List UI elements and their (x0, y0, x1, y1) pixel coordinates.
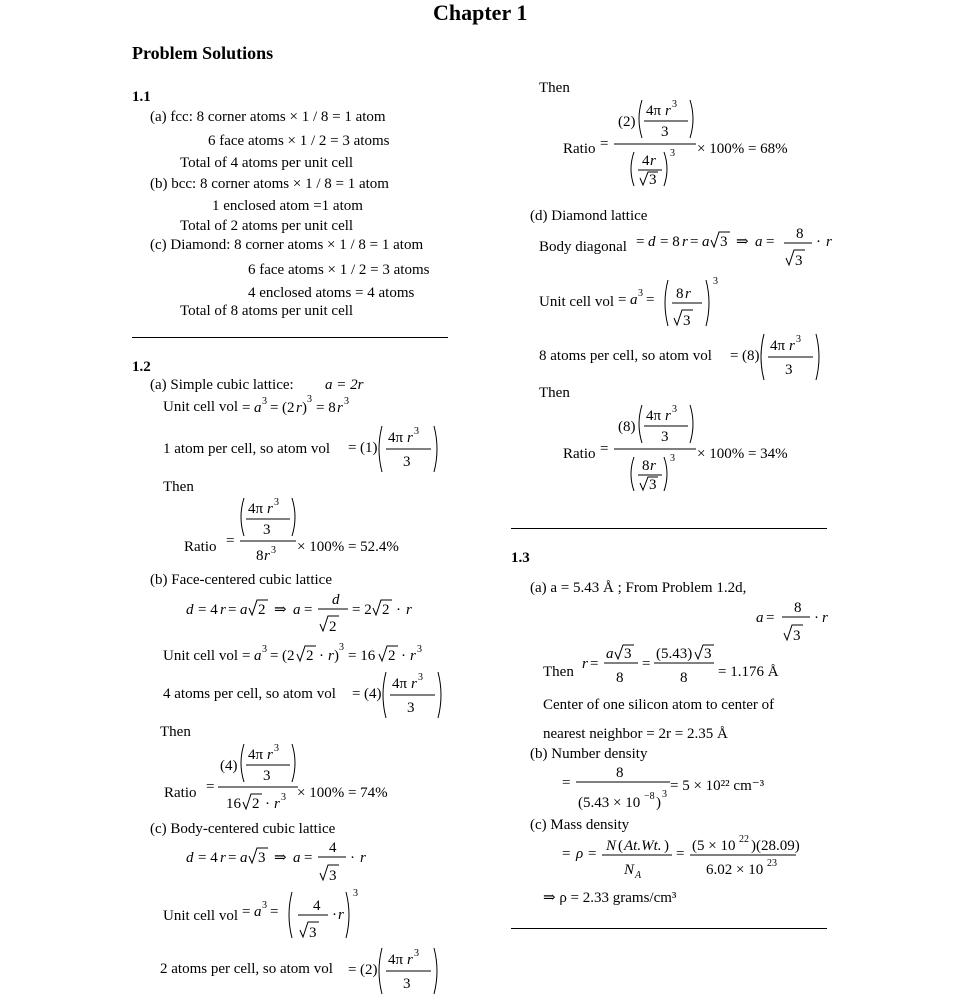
svg-text:·: · (319, 648, 324, 664)
svg-text:r: r (406, 602, 412, 618)
svg-text:2: 2 (329, 619, 337, 635)
svg-text:⇒: ⇒ (274, 602, 287, 618)
svg-text:3: 3 (329, 868, 337, 884)
equation-bcc-diagonal (186, 838, 376, 886)
svg-text:a: a (293, 850, 301, 866)
svg-text:3: 3 (670, 453, 675, 464)
svg-text:2: 2 (258, 602, 266, 618)
equation: a = 2r (325, 377, 364, 393)
svg-text:)(28.09): )(28.09) (751, 838, 800, 854)
ratio-result: × 100% = 74% (297, 785, 388, 801)
section-title: Problem Solutions (132, 43, 274, 63)
svg-text:=: = (270, 400, 279, 416)
text-line: 1 enclosed atom =1 atom (212, 198, 363, 214)
svg-text:3: 3 (263, 768, 271, 784)
svg-text:(5.43): (5.43) (656, 646, 693, 662)
svg-text:3: 3 (683, 313, 691, 329)
svg-text:3: 3 (414, 948, 419, 959)
svg-text:=: = (766, 234, 775, 250)
svg-text:3: 3 (793, 628, 801, 644)
text-line: (c) Body-centered cubic lattice (150, 821, 336, 837)
svg-text:2: 2 (306, 648, 314, 664)
svg-text:·: · (350, 850, 355, 866)
text-line: Then (543, 664, 574, 680)
problem-number: 1.1 (132, 89, 151, 105)
svg-text:3: 3 (403, 976, 411, 992)
text-line: = 5 × 10²² cm⁻³ (670, 778, 765, 794)
svg-text:·: · (814, 610, 819, 626)
equation-fcc-diagonal (186, 590, 416, 636)
svg-text:r: r (296, 400, 302, 416)
svg-text:=: = (352, 686, 361, 702)
text-line: (b) Face-centered cubic lattice (150, 572, 332, 588)
svg-text:d: d (186, 850, 194, 866)
svg-text:A: A (635, 870, 642, 881)
svg-text:3: 3 (417, 644, 422, 655)
svg-text:=: = (348, 962, 357, 978)
svg-text:3: 3 (418, 672, 423, 683)
svg-text:3: 3 (672, 404, 677, 415)
svg-text:4π: 4π (248, 501, 264, 517)
ratio-result: × 100% = 52.4% (297, 539, 399, 555)
svg-text:3: 3 (344, 396, 349, 407)
text-line: Unit cell vol (163, 908, 238, 924)
text-line: Body diagonal (539, 239, 627, 255)
text-line: (c) Diamond: 8 corner atoms × 1 / 8 = 1 atom (150, 237, 424, 253)
equation-ratio-fcc (206, 742, 298, 816)
svg-text:3: 3 (274, 497, 279, 508)
svg-text:3: 3 (262, 900, 267, 911)
text-line: Then (160, 724, 191, 740)
svg-text:r: r (665, 408, 671, 424)
svg-text:3: 3 (281, 792, 286, 803)
text-line: (c) Mass density (530, 817, 630, 833)
equation-ratio-bcc (600, 96, 700, 188)
svg-text:3: 3 (414, 426, 419, 437)
text-line: (a) a = 5.43 Å ; From Problem 1.2d, (530, 580, 747, 596)
svg-text:r: r (407, 430, 413, 446)
svg-text:2: 2 (388, 648, 396, 664)
ratio-label: Ratio (184, 539, 217, 555)
svg-text:(: ( (618, 838, 623, 854)
svg-text:N: N (606, 838, 617, 854)
svg-text:a: a (630, 292, 638, 308)
svg-text:3: 3 (649, 172, 657, 188)
svg-text:a: a (756, 610, 764, 626)
svg-text:=: = (766, 610, 775, 626)
svg-text:=: = (590, 656, 599, 672)
svg-text:3: 3 (785, 362, 793, 378)
divider (132, 337, 448, 338)
text-line: (a) Simple cubic lattice: (150, 377, 294, 393)
svg-text:⇒: ⇒ (274, 850, 287, 866)
equation-fcc-volume (240, 640, 440, 666)
svg-text:=: = (304, 602, 313, 618)
svg-text:4π: 4π (770, 338, 786, 354)
svg-text:=: = (562, 846, 571, 862)
text-line: 8 atoms per cell, so atom vol (539, 348, 712, 364)
equation-ratio-sc (226, 496, 296, 570)
svg-text:=: = (636, 234, 645, 250)
svg-text:·: · (265, 796, 270, 812)
svg-text:=: = (242, 400, 251, 416)
svg-text:r: r (826, 234, 832, 250)
text-line: Then (163, 479, 194, 495)
svg-text:r: r (822, 610, 828, 626)
svg-text:=: = (676, 846, 685, 862)
equation-atom-vol (730, 330, 822, 384)
svg-text:= 16: = 16 (348, 648, 376, 664)
svg-text:r: r (682, 234, 688, 250)
svg-text:a: a (240, 602, 248, 618)
svg-text:=: = (242, 904, 251, 920)
svg-text:= 4: = 4 (198, 602, 218, 618)
text-line: Total of 8 atoms per unit cell (180, 303, 354, 319)
divider (511, 528, 827, 529)
svg-text:=: = (228, 602, 237, 618)
svg-text:·: · (401, 648, 406, 664)
svg-text:4π: 4π (388, 430, 404, 446)
svg-text:(4): (4) (220, 758, 238, 774)
svg-text:·: · (332, 907, 337, 923)
svg-text:=: = (588, 846, 597, 862)
svg-text:r: r (665, 103, 671, 119)
svg-text:3: 3 (661, 124, 669, 140)
svg-text:r: r (337, 400, 343, 416)
svg-text:a: a (755, 234, 763, 250)
svg-text:8: 8 (642, 458, 650, 474)
svg-text:r: r (338, 907, 344, 923)
svg-text:= 2: = 2 (352, 602, 372, 618)
svg-text:(5.43 × 10: (5.43 × 10 (578, 795, 641, 811)
svg-text:23: 23 (767, 858, 777, 869)
text-line: Unit cell vol (163, 648, 238, 664)
svg-text:= 4: = 4 (198, 850, 218, 866)
svg-text:4: 4 (313, 898, 321, 914)
svg-text:3: 3 (258, 850, 266, 866)
svg-text:): ) (664, 838, 669, 854)
svg-text:a: a (702, 234, 710, 250)
svg-text:d: d (648, 234, 656, 250)
svg-text:a: a (254, 400, 262, 416)
svg-text:a: a (254, 904, 262, 920)
svg-text:3: 3 (638, 288, 643, 299)
equation-atom-vol (352, 668, 444, 722)
text-line: (d) Diamond lattice (530, 208, 648, 224)
svg-text:4: 4 (642, 153, 650, 169)
svg-text:r: r (789, 338, 795, 354)
text-line: Then (539, 385, 570, 401)
svg-text:r: r (407, 952, 413, 968)
svg-text:=: = (618, 292, 627, 308)
svg-text:3: 3 (624, 646, 632, 662)
svg-text:ρ: ρ (576, 846, 584, 862)
svg-text:3: 3 (670, 148, 675, 159)
text-line: Total of 4 atoms per unit cell (180, 155, 354, 171)
svg-text:At.Wt.: At.Wt. (624, 838, 662, 854)
svg-text:3: 3 (262, 396, 267, 407)
svg-text:8: 8 (616, 765, 624, 781)
svg-text:=: = (226, 533, 235, 549)
svg-text:=: = (270, 648, 279, 664)
svg-text:8: 8 (256, 548, 264, 564)
svg-text:r: r (264, 548, 270, 564)
svg-text:= 8: = 8 (316, 400, 336, 416)
text-line: 1 atom per cell, so atom vol (163, 441, 331, 457)
svg-text:4π: 4π (646, 408, 662, 424)
equation-bcc-volume (240, 886, 370, 942)
text-line: 4 enclosed atoms = 4 atoms (248, 285, 415, 301)
svg-text:8: 8 (616, 670, 624, 686)
svg-text:d: d (186, 602, 194, 618)
svg-text:a: a (606, 646, 614, 662)
svg-text:r: r (685, 286, 691, 302)
svg-text:= 8: = 8 (660, 234, 680, 250)
text-line: Unit cell vol (539, 294, 614, 310)
svg-text:3: 3 (795, 253, 803, 269)
svg-text:·: · (396, 602, 401, 618)
equation-atom-vol (348, 422, 440, 476)
svg-text:r: r (360, 850, 366, 866)
svg-text:3: 3 (649, 477, 657, 493)
ratio-result: × 100% = 34% (697, 446, 788, 462)
svg-text:(2): (2) (618, 114, 636, 130)
svg-text:4π: 4π (646, 103, 662, 119)
equation-a-from-r (756, 598, 828, 646)
equation-radius (582, 648, 712, 694)
text-line: (b) Number density (530, 746, 648, 762)
equation-diamond-diagonal (636, 226, 836, 272)
divider (511, 928, 827, 929)
text-line: (a) fcc: 8 corner atoms × 1 / 8 = 1 atom (150, 109, 386, 125)
text-line: 4 atoms per cell, so atom vol (163, 686, 336, 702)
svg-text:3: 3 (704, 646, 712, 662)
svg-text:r: r (267, 747, 273, 763)
svg-text:=: = (242, 648, 251, 664)
text-line: Total of 2 atoms per unit cell (180, 218, 354, 234)
svg-text:(2): (2) (360, 962, 378, 978)
svg-text:(8): (8) (742, 348, 760, 364)
svg-text:−8: −8 (644, 791, 655, 802)
svg-text:=: = (348, 440, 357, 456)
svg-text:3: 3 (263, 522, 271, 538)
svg-text:3: 3 (713, 276, 718, 287)
svg-text:8: 8 (794, 600, 802, 616)
svg-text:): ) (334, 648, 339, 664)
svg-text:8: 8 (680, 670, 688, 686)
svg-text:16: 16 (226, 796, 241, 812)
svg-text:=: = (206, 779, 215, 795)
equation-atom-vol (348, 944, 440, 998)
svg-text:r: r (267, 501, 273, 517)
ratio-label: Ratio (164, 785, 197, 801)
svg-text:=: = (270, 904, 279, 920)
equation-mass-density (562, 834, 802, 884)
svg-text:4: 4 (329, 840, 337, 856)
svg-text:3: 3 (339, 642, 344, 653)
text-line: = 1.176 Å (718, 664, 779, 680)
text-line: 6 face atoms × 1 / 2 = 3 atoms (248, 262, 430, 278)
svg-text:8: 8 (796, 226, 804, 242)
svg-text:3: 3 (309, 925, 317, 941)
svg-text:): ) (302, 400, 307, 416)
equation-number-density (562, 763, 682, 813)
svg-text:⇒: ⇒ (736, 234, 749, 250)
chapter-title: Chapter 1 (433, 0, 528, 25)
svg-text:r: r (220, 602, 226, 618)
svg-text:r: r (650, 458, 656, 474)
svg-text:3: 3 (353, 888, 358, 899)
text-line: nearest neighbor = 2r = 2.35 Å (543, 726, 728, 742)
text-line: 6 face atoms × 1 / 2 = 3 atoms (208, 133, 390, 149)
equation-diamond-volume (616, 274, 726, 330)
svg-text:3: 3 (274, 743, 279, 754)
text-line: ⇒ ρ = 2.33 grams/cm³ (543, 890, 677, 906)
svg-text:r: r (650, 153, 656, 169)
svg-text:a: a (254, 648, 262, 664)
svg-text:3: 3 (403, 454, 411, 470)
svg-text:=: = (600, 441, 609, 457)
svg-text:4π: 4π (248, 747, 264, 763)
ratio-label: Ratio (563, 446, 596, 462)
problem-number: 1.2 (132, 359, 151, 375)
svg-text:=: = (228, 850, 237, 866)
svg-text:=: = (642, 656, 651, 672)
svg-text:3: 3 (662, 789, 667, 800)
svg-text:2: 2 (252, 796, 260, 812)
problem-number: 1.3 (511, 550, 530, 566)
svg-text:=: = (646, 292, 655, 308)
svg-text:4π: 4π (388, 952, 404, 968)
svg-text:22: 22 (739, 834, 749, 845)
svg-text:3: 3 (307, 394, 312, 405)
svg-text:=: = (690, 234, 699, 250)
svg-text:=: = (562, 775, 571, 791)
svg-text:(4): (4) (364, 686, 382, 702)
ratio-label: Ratio (563, 141, 596, 157)
svg-text:(8): (8) (618, 419, 636, 435)
svg-text:N: N (624, 862, 635, 878)
text-line: 2 atoms per cell, so atom vol (160, 961, 333, 977)
ratio-result: × 100% = 68% (697, 141, 788, 157)
svg-text:3: 3 (720, 234, 728, 250)
svg-text:3: 3 (262, 644, 267, 655)
svg-text:2: 2 (382, 602, 390, 618)
svg-text:=: = (600, 136, 609, 152)
svg-text:a: a (240, 850, 248, 866)
svg-text:6.02 × 10: 6.02 × 10 (706, 862, 764, 878)
svg-text:r: r (274, 796, 280, 812)
svg-text:a: a (293, 602, 301, 618)
svg-text:(5 × 10: (5 × 10 (692, 838, 736, 854)
text-line: Center of one silicon atom to center of (543, 697, 775, 713)
svg-text:=: = (304, 850, 313, 866)
text-line: Then (539, 80, 570, 96)
svg-text:4π: 4π (392, 676, 408, 692)
svg-text:r: r (328, 648, 334, 664)
svg-text:r: r (220, 850, 226, 866)
svg-text:=: = (730, 348, 739, 364)
svg-text:·: · (816, 234, 821, 250)
svg-text:3: 3 (271, 545, 276, 556)
svg-text:r: r (411, 676, 417, 692)
text-line: Unit cell vol (163, 399, 238, 415)
equation-sc-volume (240, 392, 380, 418)
equation-ratio-diamond (600, 401, 700, 493)
svg-text:): ) (656, 795, 661, 811)
svg-text:d: d (332, 592, 340, 608)
svg-text:3: 3 (407, 700, 415, 716)
svg-text:r: r (582, 656, 588, 672)
svg-text:r: r (410, 648, 416, 664)
svg-text:3: 3 (661, 429, 669, 445)
svg-text:(2: (2 (282, 648, 295, 664)
svg-text:(1): (1) (360, 440, 378, 456)
svg-text:3: 3 (796, 334, 801, 345)
svg-text:8: 8 (676, 286, 684, 302)
svg-text:(2: (2 (282, 400, 295, 416)
text-line: (b) bcc: 8 corner atoms × 1 / 8 = 1 atom (150, 176, 389, 192)
svg-text:3: 3 (672, 99, 677, 110)
